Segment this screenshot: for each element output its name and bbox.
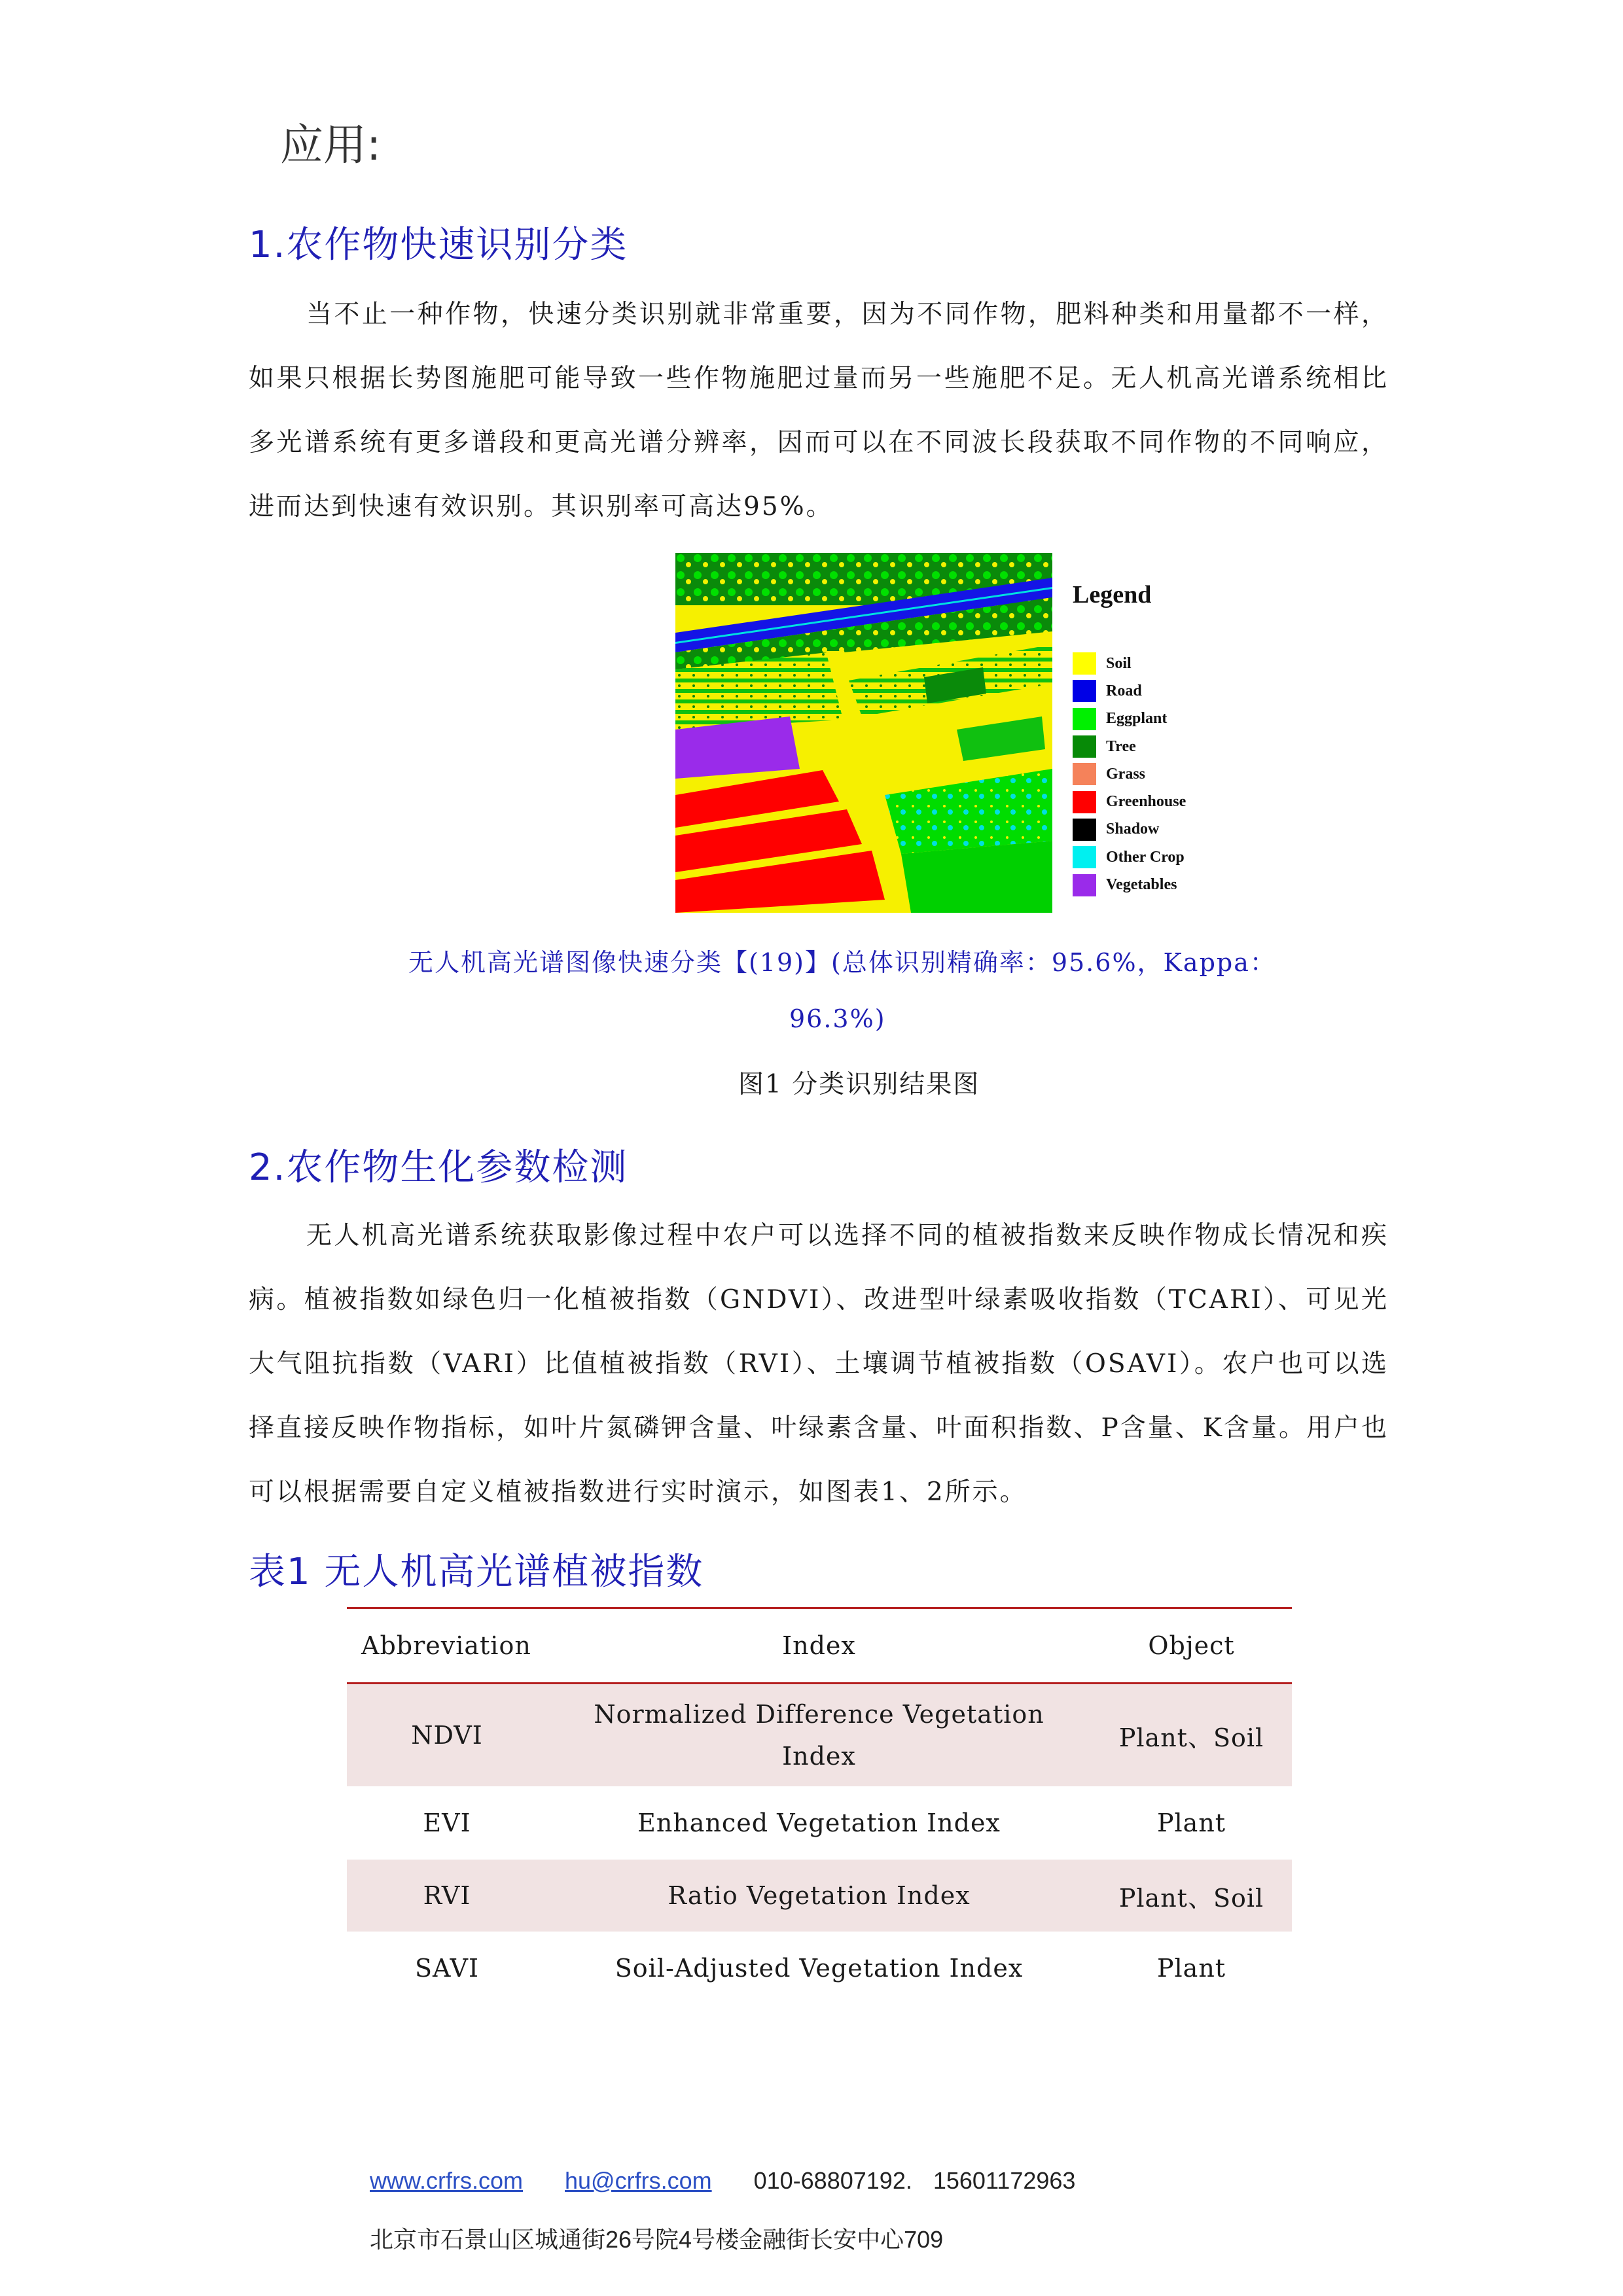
section2-paragraph: 无人机高光谱系统获取影像过程中农户可以选择不同的植被指数来反映作物成长情况和疾病。植被指数如绿色归一化植被指数（GNDVI）、改进型叶绿素吸收指数（TCARI）、可见光大气阻抗指数（VARI）比值植被指数（RVI）、土壤调节植被指数（OSAVI）。农户也可以选择直接反映作物指标，如叶片氮磷钾含量、叶绿素含量、叶面积指数、P含量、K含量。用户也可以根据需要自定义植被指数进行实时演示，如图表1、2所示。 bbox=[249, 1221, 1389, 1507]
legend-item bbox=[1073, 733, 1224, 760]
figure-caption: 图1 分类识别结果图 bbox=[738, 1070, 980, 1099]
legend-swatch bbox=[1073, 763, 1096, 785]
table-header-row bbox=[347, 1609, 1292, 1684]
cell-abbr: RVI bbox=[423, 1881, 471, 1910]
legend-label: Tree bbox=[1106, 737, 1136, 755]
mobile-number: 15601172963 bbox=[933, 2167, 1076, 2194]
legend-swatch bbox=[1073, 735, 1096, 758]
legend-swatch bbox=[1073, 791, 1096, 813]
section1-paragraph: 当不止一种作物，快速分类识别就非常重要，因为不同作物，肥料种类和用量都不一样，如果只根据长势图施肥可能导致一些作物施肥过量而另一些施肥不足。无人机高光谱系统相比多光谱系统有更多谱段和更高光谱分辨率，因而可以在不同波长段获取不同作物的不同响应，进而达到快速有效识别。其识别率可高达95%。 bbox=[249, 300, 1389, 521]
cell-object: Plant bbox=[1156, 1809, 1226, 1837]
header-object: Object bbox=[1148, 1631, 1235, 1660]
legend-swatch bbox=[1073, 652, 1096, 675]
legend-item bbox=[1073, 650, 1224, 677]
table-title: 表1 无人机高光谱植被指数 bbox=[249, 1551, 704, 1593]
legend-label: Road bbox=[1106, 682, 1142, 699]
classification-figure bbox=[675, 553, 1224, 913]
cell-object: Plant、Soil bbox=[1118, 1723, 1264, 1752]
vegetation-index-table bbox=[347, 1607, 1292, 2005]
legend-swatch bbox=[1073, 680, 1096, 702]
phone-number: 010-68807192. bbox=[753, 2167, 912, 2194]
legend-item bbox=[1073, 788, 1224, 815]
legend-swatch bbox=[1073, 874, 1096, 896]
legend-item bbox=[1073, 843, 1224, 871]
email-link[interactable]: hu@crfrs.com bbox=[565, 2167, 712, 2194]
legend-swatch bbox=[1073, 819, 1096, 841]
legend-label: Other Crop bbox=[1106, 848, 1185, 866]
legend-label: Greenhouse bbox=[1106, 793, 1186, 811]
header-index: Index bbox=[782, 1631, 856, 1660]
cell-index: Normalized Difference Vegetation Index bbox=[594, 1700, 1044, 1771]
classification-map-image bbox=[675, 553, 1052, 913]
map-legend bbox=[1073, 580, 1224, 899]
legend-label: Vegetables bbox=[1106, 876, 1177, 894]
footer-address: 北京市石景山区城通街26号院4号楼金融街长安中心709 bbox=[370, 2226, 944, 2253]
figure-caption-line2: 96.3%) bbox=[789, 1004, 886, 1033]
website-link[interactable]: www.crfrs.com bbox=[370, 2167, 523, 2194]
cell-abbr: SAVI bbox=[414, 1954, 480, 1983]
legend-label: Shadow bbox=[1106, 821, 1160, 838]
section2-title: 2.农作物生化参数检测 bbox=[249, 1146, 628, 1189]
page-heading: 应用: bbox=[280, 120, 382, 170]
table-row bbox=[347, 1684, 1292, 1786]
legend-title: Legend bbox=[1073, 581, 1152, 609]
legend-item bbox=[1073, 816, 1224, 843]
section1-title: 1.农作物快速识别分类 bbox=[249, 224, 628, 266]
legend-label: Soil bbox=[1106, 654, 1132, 672]
footer-contacts bbox=[370, 2167, 1075, 2195]
header-abbreviation: Abbreviation bbox=[361, 1631, 531, 1660]
cell-index: Enhanced Vegetation Index bbox=[637, 1809, 1001, 1837]
legend-label: Eggplant bbox=[1106, 710, 1168, 728]
legend-item bbox=[1073, 871, 1224, 898]
figure-caption-line1: 无人机高光谱图像快速分类【(19)】(总体识别精确率：95.6%，Kappa： bbox=[408, 948, 1276, 977]
table-row bbox=[347, 1786, 1292, 1860]
legend-item bbox=[1073, 760, 1224, 788]
cell-abbr: NDVI bbox=[411, 1721, 483, 1750]
cell-abbr: EVI bbox=[423, 1809, 471, 1837]
cell-object: Plant bbox=[1156, 1954, 1226, 1983]
legend-item bbox=[1073, 705, 1224, 733]
cell-index: Soil-Adjusted Vegetation Index bbox=[615, 1954, 1024, 1983]
table-row bbox=[347, 1932, 1292, 2005]
legend-swatch bbox=[1073, 846, 1096, 868]
table-row bbox=[347, 1860, 1292, 1932]
cell-index: Ratio Vegetation Index bbox=[668, 1881, 971, 1910]
cell-object: Plant、Soil bbox=[1118, 1883, 1264, 1913]
legend-item bbox=[1073, 677, 1224, 705]
legend-label: Grass bbox=[1106, 765, 1145, 783]
legend-swatch bbox=[1073, 708, 1096, 730]
